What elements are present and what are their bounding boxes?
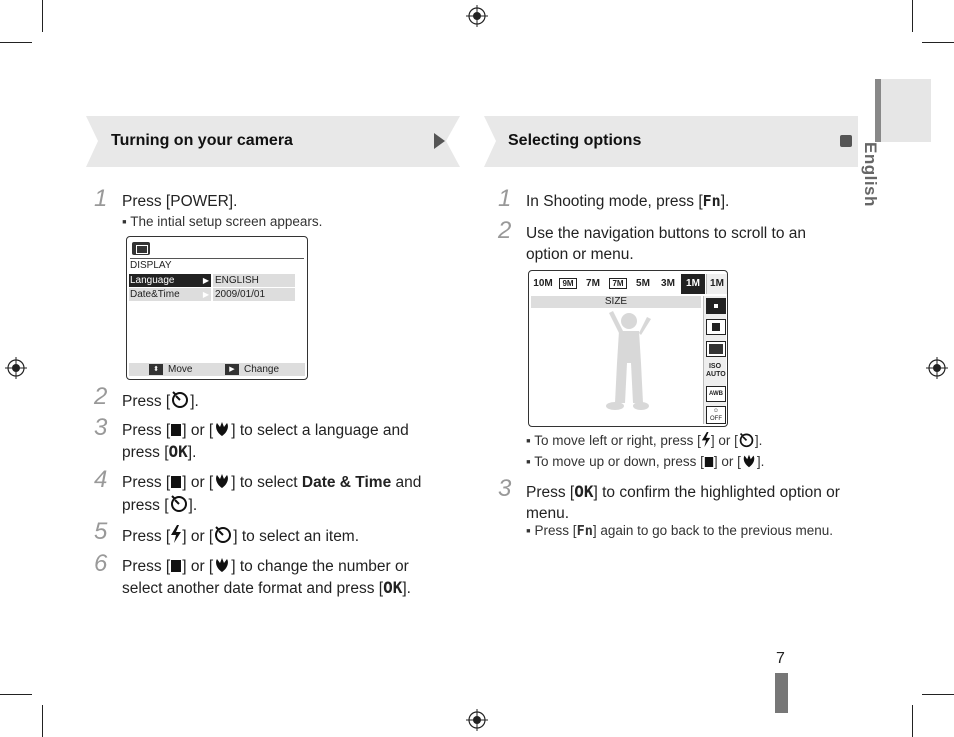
flash-icon — [170, 524, 182, 544]
section-title-right: Selecting options — [508, 132, 642, 149]
crop-mark — [42, 705, 43, 737]
stop-square-icon — [840, 135, 852, 147]
size-option[interactable]: 9M — [556, 274, 580, 294]
size-option[interactable]: 10M — [533, 278, 553, 289]
iso-icon: ISO AUTO — [706, 363, 726, 378]
size-option[interactable]: 1M — [706, 274, 727, 294]
display-button-icon — [170, 474, 182, 490]
step-number: 3 — [94, 414, 108, 441]
macro-icon — [213, 420, 231, 438]
screen-value-datetime: 2009/01/01 — [213, 288, 295, 301]
white-balance-icon: AWB — [706, 386, 726, 402]
step-4-text: Press [ ] or [ ] to select Date & Time and press [ ]. — [122, 474, 422, 514]
fn-key: Fn — [576, 523, 593, 539]
face-detection-icon: ☺ OFF — [706, 406, 726, 424]
timer-icon — [169, 493, 189, 513]
display-button-icon — [170, 422, 182, 438]
step-number: 2 — [498, 217, 512, 244]
step-number: 1 — [94, 185, 108, 212]
size-option[interactable]: 7M — [606, 274, 630, 294]
step-number: 1 — [498, 185, 512, 212]
crop-mark — [42, 0, 43, 32]
metering-icon — [706, 319, 726, 335]
step-1-text: Press [POWER]. — [122, 193, 238, 210]
crop-mark — [922, 694, 954, 695]
registration-mark-icon — [926, 357, 948, 379]
crop-mark — [912, 0, 913, 32]
display-menu-icon — [132, 242, 150, 255]
step-number: 5 — [94, 518, 108, 545]
right-step-1-text: In Shooting mode, press [Fn]. — [526, 192, 730, 210]
step-number: 2 — [94, 383, 108, 410]
right-step-2-text: Use the navigation buttons to scroll to an option or menu. — [526, 225, 807, 263]
size-menu-screen — [528, 270, 728, 427]
updown-icon: ⬍ — [149, 364, 163, 375]
registration-mark-icon — [466, 709, 488, 731]
screen-footer: ⬍ Move ▶ Change — [129, 363, 305, 376]
step-6-text: Press [ ] or [ ] to change the number or select another date format and press [OK]. — [122, 558, 411, 597]
step-2-text: Press [ ]. — [122, 389, 199, 412]
registration-mark-icon — [5, 357, 27, 379]
fn-key: Fn — [702, 192, 721, 210]
crop-mark — [0, 42, 32, 43]
step-number: 3 — [498, 475, 512, 502]
macro-icon — [741, 453, 757, 469]
ok-key: OK — [168, 442, 188, 461]
crop-mark — [912, 705, 913, 737]
screen-row-language: Language ▶ — [130, 275, 209, 286]
right-step-3-note: ▪ Press [Fn] again to go back to the previous menu. — [526, 523, 833, 539]
macro-icon — [213, 556, 231, 574]
setup-screen — [126, 236, 308, 380]
step-3-text: Press [ ] or [ ] to select a language and press [OK]. — [122, 422, 409, 461]
right-step-3-text: Press [OK] to confirm the highlighted option or menu. — [526, 482, 840, 522]
display-button-icon — [704, 455, 714, 469]
size-option[interactable]: 3M — [661, 278, 675, 289]
option-icon-column — [703, 296, 726, 424]
step-1-note: ▪ The intial setup screen appears. — [122, 214, 323, 229]
side-tab — [876, 79, 931, 142]
side-tab-bar — [875, 79, 881, 142]
side-tab-label: English — [861, 142, 880, 207]
size-option[interactable]: 7M — [586, 278, 600, 289]
screen-menu-label: DISPLAY — [130, 260, 172, 271]
ok-key: OK — [383, 578, 403, 597]
section-title-left: Turning on your camera — [111, 132, 293, 149]
timer-icon — [738, 431, 755, 448]
registration-mark-icon — [466, 5, 488, 27]
size-label-bar: SIZE — [531, 296, 701, 308]
size-option[interactable]: 5M — [636, 278, 650, 289]
note-left-right: ▪ To move left or right, press [ ] or [ ]. — [526, 433, 763, 448]
crop-mark — [0, 694, 32, 695]
ok-key: OK — [574, 482, 594, 501]
size-option[interactable]: 1M — [681, 274, 705, 294]
note-up-down: ▪ To move up or down, press [ ] or [ ]. — [526, 454, 765, 469]
display-mode-icon — [706, 341, 726, 357]
flash-icon — [701, 431, 711, 448]
right-key-icon: ▶ — [225, 364, 239, 375]
single-af-icon — [706, 298, 726, 314]
step-number: 6 — [94, 550, 108, 577]
page-number: 7 — [776, 650, 785, 667]
crop-mark — [922, 42, 954, 43]
size-options-row — [531, 273, 725, 295]
power-key: POWER — [170, 193, 229, 210]
screen-value-language: ENGLISH — [213, 274, 295, 287]
person-silhouette-icon — [601, 303, 657, 413]
screen-row-datetime: Date&Time ▶ — [130, 289, 209, 300]
screen-top-bar — [130, 240, 304, 259]
page-marker — [775, 673, 788, 713]
display-button-icon — [170, 558, 182, 574]
step-5-text: Press [ ] or [ ] to select an item. — [122, 524, 359, 547]
timer-icon — [213, 524, 233, 544]
timer-icon — [170, 389, 190, 409]
step-number: 4 — [94, 466, 108, 493]
macro-icon — [213, 472, 231, 490]
